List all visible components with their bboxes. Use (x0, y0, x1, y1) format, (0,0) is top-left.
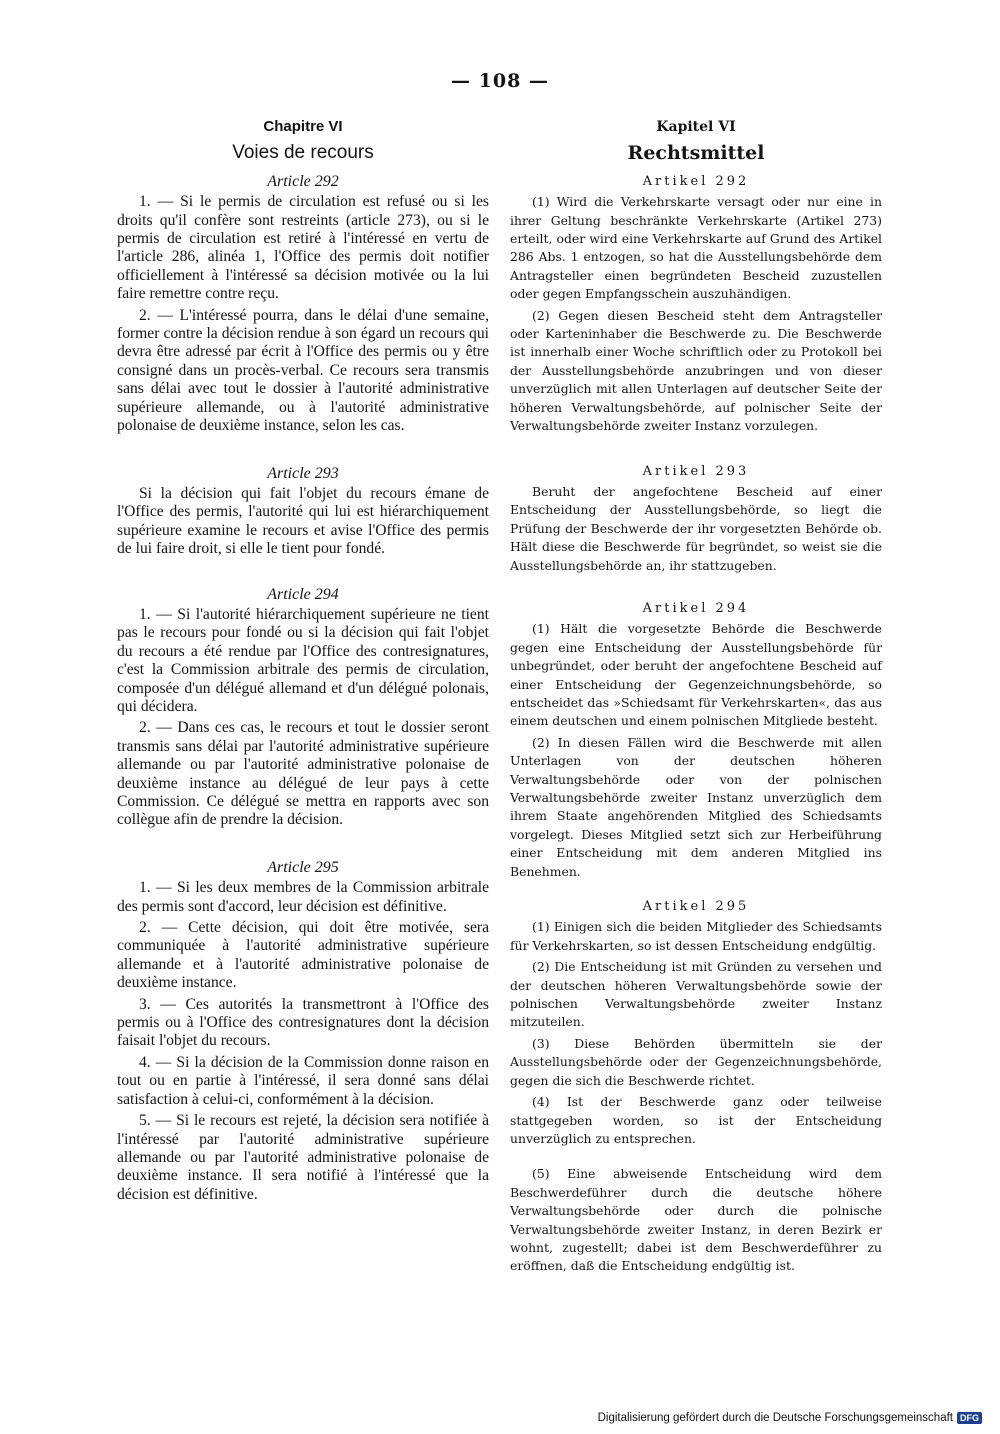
paragraph: (1) Hält die vorgesetzte Behörde die Beschwerde gegen eine Entscheidung der Ausstellungsbehörde für unbegründet, oder beruht der angefochtene Bescheid auf einer Entscheidung der Gegenzeichnungsbehörde, so entscheidet das »Schiedsamt für Verkehrskarten«, das aus einem deutschen und einem polnischen Mitgliede besteht. (510, 621, 882, 729)
paragraph: 5. — Si le recours est rejeté, la décision sera notifiée à l'intéressé par l'autorité administrative supérieure allemande ou par l'autorité administrative polonaise de deuxième instance. Il sera notifié à l'intéressé que la décision est définitive. (117, 1112, 489, 1203)
paragraph: (1) Wird die Verkehrskarte versagt oder nur eine in ihrer Geltung beschränkte Verkehrskarte (Artikel 273) erteilt, oder wird eine Verkehrskarte auf Grund des Artikel 286 Abs. 1 entzogen, so hat die Ausstellungsbehörde dem Antragsteller einen begründeten Bescheid zuzustellen oder gegen Empfangsschein auszuhändigen. (510, 194, 882, 302)
paragraph: (5) Eine abweisende Entscheidung wird dem Beschwerdeführer durch die deutsche höhere Verwaltungsbehörde oder durch die polnische Verwaltungsbehörde zweiter Instanz, in deren Bezirk er wohnt, zugestellt; dabei ist dem Beschwerdeführer zu eröffnen, daß die Entscheidung endgültig ist. (510, 1166, 882, 1274)
article-title: Article 292 (267, 172, 339, 190)
digitization-footer (598, 1412, 982, 1424)
chapter-label: Chapitre VI (263, 118, 343, 135)
artikel-293 (510, 463, 882, 575)
paragraph: 2. — L'intéressé pourra, dans le délai d'une semaine, former contre la décision rendue à son égard un recours qui devra être adressé par écrit à l'Office des permis ou y être consigné dans un procès-verbal. Ce recours sera transmis sans délai avec tout le dossier à l'autorité administrative supérieure allemande, ou à l'autorité administrative polonaise de deuxième instance, selon les cas. (117, 306, 489, 435)
paragraph: 1. — Si l'autorité hiérarchiquement supérieure ne tient pas le recours pour fondé ou si la décision qui fait l'objet du recours a été rendue par l'Office des contresignatures, c'est la Commission arbitrale des permis de circulation, composée d'un délégué allemand et d'un délégué polonais, qui décidera. (117, 605, 489, 715)
paragraph: (4) Ist der Beschwerde ganz oder teilweise stattgegeben worden, so ist der Entscheidung unverzüglich zu entsprechen. (510, 1094, 882, 1146)
article-title: Article 295 (267, 858, 339, 876)
paragraph: 3. — Ces autorités la transmettront à l'Office des permis ou à l'Office des contresignatures dont la décision faisait l'objet du recours. (117, 995, 489, 1050)
footer-text: Digitalisierung gefördert durch die Deutsche Forschungsgemeinschaft (597, 1412, 953, 1424)
paragraph: Beruht der angefochtene Bescheid auf einer Entscheidung der Ausstellungsbehörde, so liegt die Prüfung der Beschwerde der ihr vorgesetzten Behörde ob. Hält diese die Beschwerde für begründet, so weist sie die Ausstellungsbehörde an, ihr stattzugeben. (510, 483, 882, 573)
paragraph: 4. — Si la décision de la Commission donne raison en tout ou en partie à l'intéressé, il sera donné sans délai satisfaction à celui-ci, conformément à la décision. (117, 1053, 489, 1108)
article-295 (117, 859, 489, 1204)
article-title: Artikel 295 (642, 899, 750, 915)
article-title: Article 293 (267, 464, 339, 482)
paragraph: 2. — Dans ces cas, le recours et tout le dossier seront transmis sans délai par l'autorité administrative supérieure allemande ou par l'autorité administrative polonaise de deuxième instance au délégué de leur pays à cette Commission. Ce délégué se mettra en rapports avec son collègue afin de prendre la décision. (117, 719, 489, 829)
german-column (510, 112, 882, 1279)
article-title: Artikel 294 (642, 600, 750, 616)
paragraph: Si la décision qui fait l'objet du recours émane de l'Office des permis, l'autorité qui lui est hiérarchiquement supérieure examine le recours et avise l'Office des permis de lui faire droit, si elle le tient pour fondé. (117, 484, 489, 558)
paragraph: 1. — Si le permis de circulation est refusé ou si les droits qu'il confère sont restreints (article 273), ou si le permis de circulation est retiré à l'intéressé en vertu de l'article 286, alinéa 1, l'Office des permis doit notifier officiellement à l'intéressé sa décision motivée ou la lui faire remettre contre reçu. (117, 193, 489, 303)
french-column (117, 112, 489, 1207)
artikel-294 (510, 600, 882, 881)
chapter-title: Rechtsmittel (627, 142, 765, 165)
paragraph: (3) Diese Behörden übermitteln sie der Ausstellungsbehörde oder der Gegenzeichnungsbehörde, gegen die sich die Beschwerde richtet. (510, 1035, 882, 1088)
artikel-295 (510, 898, 882, 1276)
chapter-label: Kapitel VI (656, 119, 736, 135)
article-title: Artikel 293 (642, 463, 750, 479)
paragraph: (2) Gegen diesen Bescheid steht dem Antragsteller oder Karteninhaber die Beschwerde zu. Die Beschwerde ist innerhalb einer Woche schriftlich oder zu Protokoll bei der Ausstellungsbehörde anzubringen und von dieser unverzüglich mit allen Unterlagen auf deutscher Seite der höheren Verwaltungsbehörde, auf polnischer Seite der Verwaltungsbehörde zweiter Instanz vorzulegen. (510, 307, 882, 434)
article-title: Article 294 (267, 585, 339, 603)
paragraph: 1. — Si les deux membres de la Commission arbitrale des permis sont d'accord, leur décision est définitive. (117, 879, 489, 915)
chapter-title: Voies de recours (232, 142, 374, 164)
artikel-292 (510, 173, 882, 436)
article-title: Artikel 292 (642, 173, 750, 189)
article-294 (117, 586, 489, 830)
paragraph: (1) Einigen sich die beiden Mitglieder des Schiedsamts für Verkehrskarten, so ist dessen Entscheidung endgültig. (510, 919, 882, 953)
page-number: — 108 — (451, 70, 549, 92)
article-292 (117, 173, 489, 436)
dfg-logo: DFG (957, 1412, 982, 1424)
paragraph: (2) Die Entscheidung ist mit Gründen zu versehen und der deutschen höheren Verwaltungsbehörde sowie der polnischen Verwaltungsbehörde zweiter Instanz mitzuteilen. (510, 959, 882, 1030)
article-293 (117, 465, 489, 559)
paragraph: 2. — Cette décision, qui doit être motivée, sera communiquée à l'autorité administrative supérieure allemande et à l'autorité administrative polonaise de deuxième instance. (117, 919, 489, 992)
paragraph: (2) In diesen Fällen wird die Beschwerde mit allen Unterlagen von der deutschen höheren Verwaltungsbehörde oder von der polnischen Verwaltungsbehörde zweiter Instanz unverzüglich dem ihrem Staate angehörenden Mitglied des Schiedsamts vorgelegt. Dieses Mitglied setzt sich zur Herbeiführung einer Entscheidung mit dem anderen Mitglied ins Benehmen. (510, 734, 882, 879)
